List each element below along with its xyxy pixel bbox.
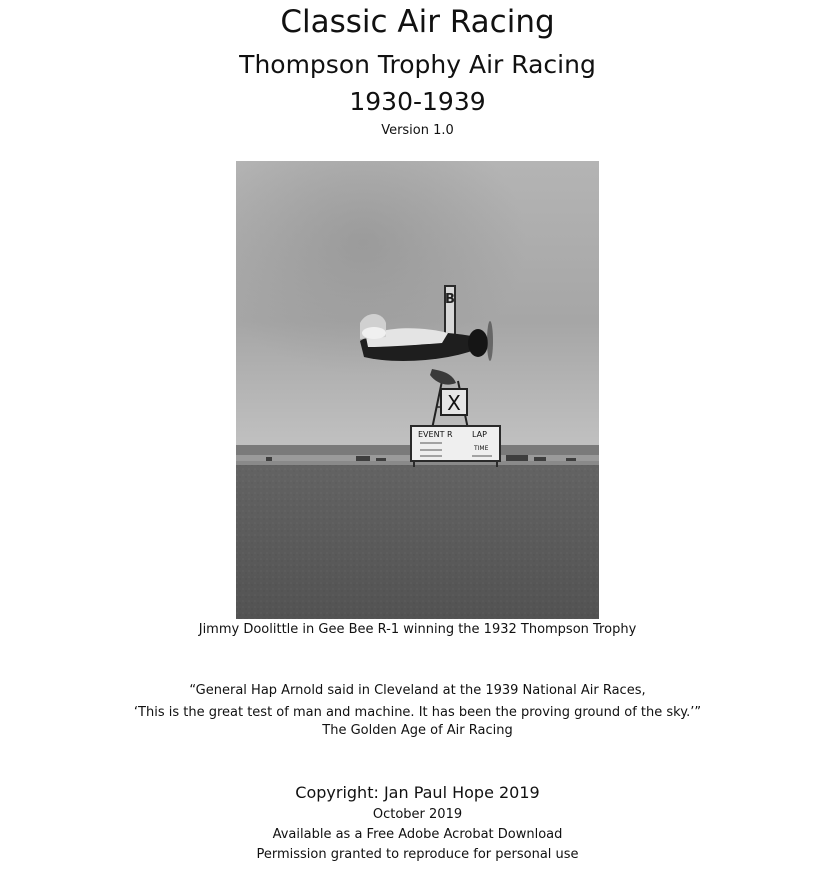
year-range: 1930-1939 [349, 87, 486, 116]
cover-photo [236, 161, 599, 619]
document-subtitle: Thompson Trophy Air Racing [239, 50, 596, 79]
scoreboard [411, 426, 500, 467]
copyright-notice: Copyright: Jan Paul Hope 2019 [295, 783, 540, 802]
scoreboard-time-label: TIME [474, 445, 489, 452]
airfield-texture [236, 461, 599, 619]
haze [236, 161, 599, 453]
permission-note: Permission granted to reproduce for personal use [256, 847, 579, 862]
cover-photo-image [236, 161, 599, 619]
quote-line-2: ‘This is the great test of man and machine. It has been the proving ground of the sky.’” [133, 705, 702, 720]
quote-source: The Golden Age of Air Racing [322, 723, 513, 738]
photo-caption: Jimmy Doolittle in Gee Bee R-1 winning the 1932 Thompson Trophy [198, 622, 637, 637]
quote-line-1: “General Hap Arnold said in Cleveland at the 1939 National Air Races, [189, 683, 646, 698]
pylon-marker-x: X [447, 391, 461, 415]
pylon-letter: B [445, 292, 455, 307]
publication-date: October 2019 [372, 807, 463, 822]
scoreboard-lap-label: LAP [472, 430, 487, 439]
availability-note: Available as a Free Adobe Acrobat Download [272, 827, 563, 842]
scoreboard-event-label: EVENT R [418, 430, 453, 439]
document-title: Classic Air Racing [280, 4, 555, 40]
version-label: Version 1.0 [381, 123, 454, 138]
